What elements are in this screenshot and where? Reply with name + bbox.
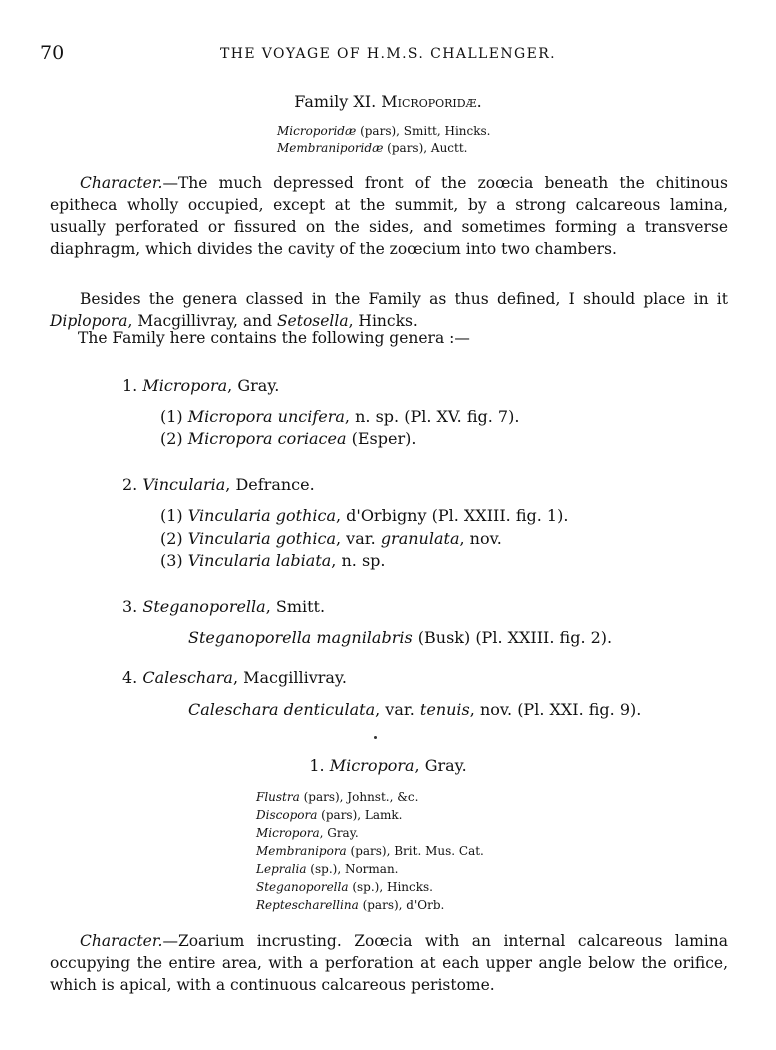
family-synonym: Membraniporidæ (pars), Auctt. bbox=[277, 141, 468, 155]
species-entry: (2) Micropora coriacea (Esper). bbox=[160, 429, 417, 448]
genus-synonym: Micropora, Gray. bbox=[256, 826, 359, 840]
species-entry: (3) Vincularia labiata, n. sp. bbox=[160, 551, 386, 570]
family-contains-line: The Family here contains the following genera :— bbox=[78, 329, 470, 347]
genus-entry: 4. Caleschara, Macgillivray. bbox=[122, 668, 347, 687]
genus-synonym: Lepralia (sp.), Norman. bbox=[256, 862, 399, 876]
family-heading bbox=[0, 92, 776, 111]
species-entry: (1) Micropora uncifera, n. sp. (Pl. XV. fig. 7). bbox=[160, 407, 520, 426]
genus-synonym: Membranipora (pars), Brit. Mus. Cat. bbox=[256, 844, 484, 858]
species-entry: (1) Vincularia gothica, d'Orbigny (Pl. XXIII. fig. 1). bbox=[160, 506, 569, 525]
family-synonym: Microporidæ (pars), Smitt, Hincks. bbox=[277, 124, 491, 138]
genus-synonym: Reptescharellina (pars), d'Orb. bbox=[256, 898, 445, 912]
family-name: Microporidæ. bbox=[381, 92, 482, 111]
genus-entry: 1. Micropora, Gray. bbox=[122, 376, 280, 395]
family-character-paragraph: Character.—The much depressed front of the zoœcia beneath the chitinous epitheca wholly occupied, except at the summit, by a strong calcareous lamina, usually perforated or fissured on the sides, and sometimes forming a transverse diaphragm, which divides the cavity of the zoœcium into two chambers. bbox=[50, 174, 728, 258]
genus-synonym: Flustra (pars), Johnst., &c. bbox=[256, 790, 419, 804]
section-heading: 1. Micropora, Gray. bbox=[309, 756, 467, 775]
running-title: THE VOYAGE OF H.M.S. CHALLENGER. bbox=[219, 46, 557, 62]
page-number: 70 bbox=[40, 42, 65, 64]
genus-entry: 3. Steganoporella, Smitt. bbox=[122, 597, 326, 616]
species-entry: Caleschara denticulata, var. tenuis, nov. (Pl. XXI. fig. 9). bbox=[188, 700, 642, 719]
stray-mark bbox=[374, 736, 377, 739]
genus-character-paragraph: Character.—Zoarium incrusting. Zoœcia with an internal calcareous lamina occupying the entire area, with a perforation at each upper angle below the orifice, which is apical, with a continuous calcareous peristome. bbox=[50, 932, 728, 994]
species-entry: Steganoporella magnilabris (Busk) (Pl. XXIII. fig. 2). bbox=[188, 628, 613, 647]
genus-synonym: Discopora (pars), Lamk. bbox=[256, 808, 403, 822]
family-prefix: Family XI. bbox=[294, 92, 377, 111]
besides-paragraph: Besides the genera classed in the Family as thus defined, I should place in it Diplopora, Macgillivray, and Setosella, Hincks. bbox=[50, 290, 728, 330]
species-entry: (2) Vincularia gothica, var. granulata, nov. bbox=[160, 529, 502, 548]
genus-entry: 2. Vincularia, Defrance. bbox=[122, 475, 315, 494]
genus-synonym: Steganoporella (sp.), Hincks. bbox=[256, 880, 433, 894]
